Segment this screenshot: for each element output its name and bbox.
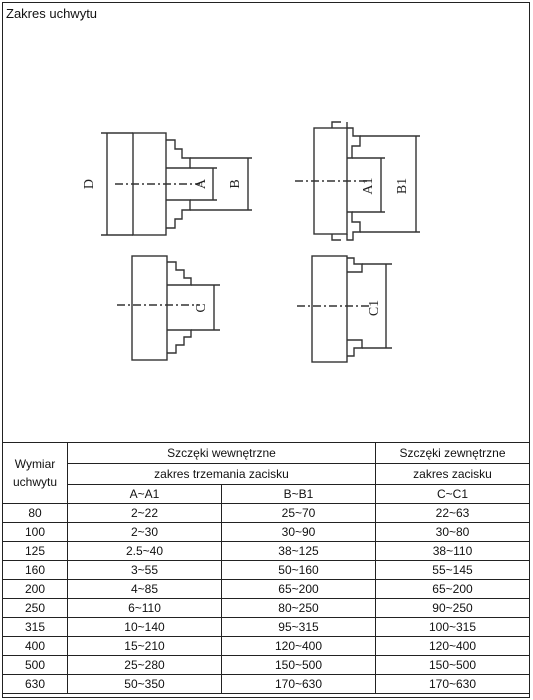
cell-b-range: 120~400 <box>222 637 376 656</box>
cell-c-range: 65~200 <box>376 580 530 599</box>
header-col-c: C~C1 <box>376 485 530 504</box>
cell-a-range: 10~140 <box>68 618 222 637</box>
table-row <box>3 580 530 599</box>
cell-b-range: 30~90 <box>222 523 376 542</box>
cell-b-range: 80~250 <box>222 599 376 618</box>
label-a: A <box>194 178 209 190</box>
label-a1: A1 <box>361 177 376 195</box>
table-body <box>3 504 530 694</box>
header-internal-jaws: Szczęki wewnętrzne <box>68 443 376 464</box>
cell-size: 80 <box>3 504 68 523</box>
label-c1: C1 <box>367 299 382 317</box>
header-external-jaws: Szczęki zewnętrzne <box>376 443 530 464</box>
header-col-a: A~A1 <box>68 485 222 504</box>
cell-c-range: 55~145 <box>376 561 530 580</box>
cell-b-range: 50~160 <box>222 561 376 580</box>
cell-a-range: 3~55 <box>68 561 222 580</box>
label-d: D <box>82 178 97 190</box>
page-title: Zakres uchwytu <box>6 6 98 21</box>
cell-c-range: 120~400 <box>376 637 530 656</box>
diagram-clamp-c <box>117 256 220 360</box>
header-size: Wymiar uchwytu <box>3 443 68 504</box>
table-row <box>3 656 530 675</box>
cell-c-range: 150~500 <box>376 656 530 675</box>
label-b1: B1 <box>395 177 410 195</box>
cell-c-range: 22~63 <box>376 504 530 523</box>
cell-a-range: 2~22 <box>68 504 222 523</box>
cell-size: 250 <box>3 599 68 618</box>
cell-size: 400 <box>3 637 68 656</box>
cell-size: 630 <box>3 675 68 694</box>
cell-size: 500 <box>3 656 68 675</box>
cell-size: 160 <box>3 561 68 580</box>
label-b: B <box>228 179 243 189</box>
cell-a-range: 4~85 <box>68 580 222 599</box>
cell-b-range: 65~200 <box>222 580 376 599</box>
cell-size: 200 <box>3 580 68 599</box>
cell-a-range: 15~210 <box>68 637 222 656</box>
cell-a-range: 50~350 <box>68 675 222 694</box>
table-row <box>3 504 530 523</box>
table-row <box>3 523 530 542</box>
cell-b-range: 170~630 <box>222 675 376 694</box>
table-row <box>3 675 530 694</box>
diagram-clamp-c1 <box>297 256 392 362</box>
diagram-internal-jaws <box>82 133 252 235</box>
diagram-external-jaws <box>295 122 420 240</box>
cell-c-range: 38~110 <box>376 542 530 561</box>
cell-c-range: 170~630 <box>376 675 530 694</box>
cell-a-range: 6~110 <box>68 599 222 618</box>
cell-a-range: 25~280 <box>68 656 222 675</box>
label-c: C <box>194 303 209 313</box>
cell-c-range: 30~80 <box>376 523 530 542</box>
cell-c-range: 90~250 <box>376 599 530 618</box>
cell-size: 125 <box>3 542 68 561</box>
cell-b-range: 25~70 <box>222 504 376 523</box>
cell-b-range: 38~125 <box>222 542 376 561</box>
cell-size: 100 <box>3 523 68 542</box>
table-row <box>3 618 530 637</box>
cell-c-range: 100~315 <box>376 618 530 637</box>
table-row <box>3 542 530 561</box>
header-col-b: B~B1 <box>222 485 376 504</box>
header-external-sub: zakres zacisku <box>376 464 530 485</box>
header-internal-sub: zakres trzemania zacisku <box>68 464 376 485</box>
cell-b-range: 95~315 <box>222 618 376 637</box>
cell-size: 315 <box>3 618 68 637</box>
table-row <box>3 599 530 618</box>
table-row <box>3 637 530 656</box>
cell-a-range: 2.5~40 <box>68 542 222 561</box>
table-row <box>3 561 530 580</box>
cell-a-range: 2~30 <box>68 523 222 542</box>
clamping-range-table <box>2 442 530 694</box>
cell-b-range: 150~500 <box>222 656 376 675</box>
